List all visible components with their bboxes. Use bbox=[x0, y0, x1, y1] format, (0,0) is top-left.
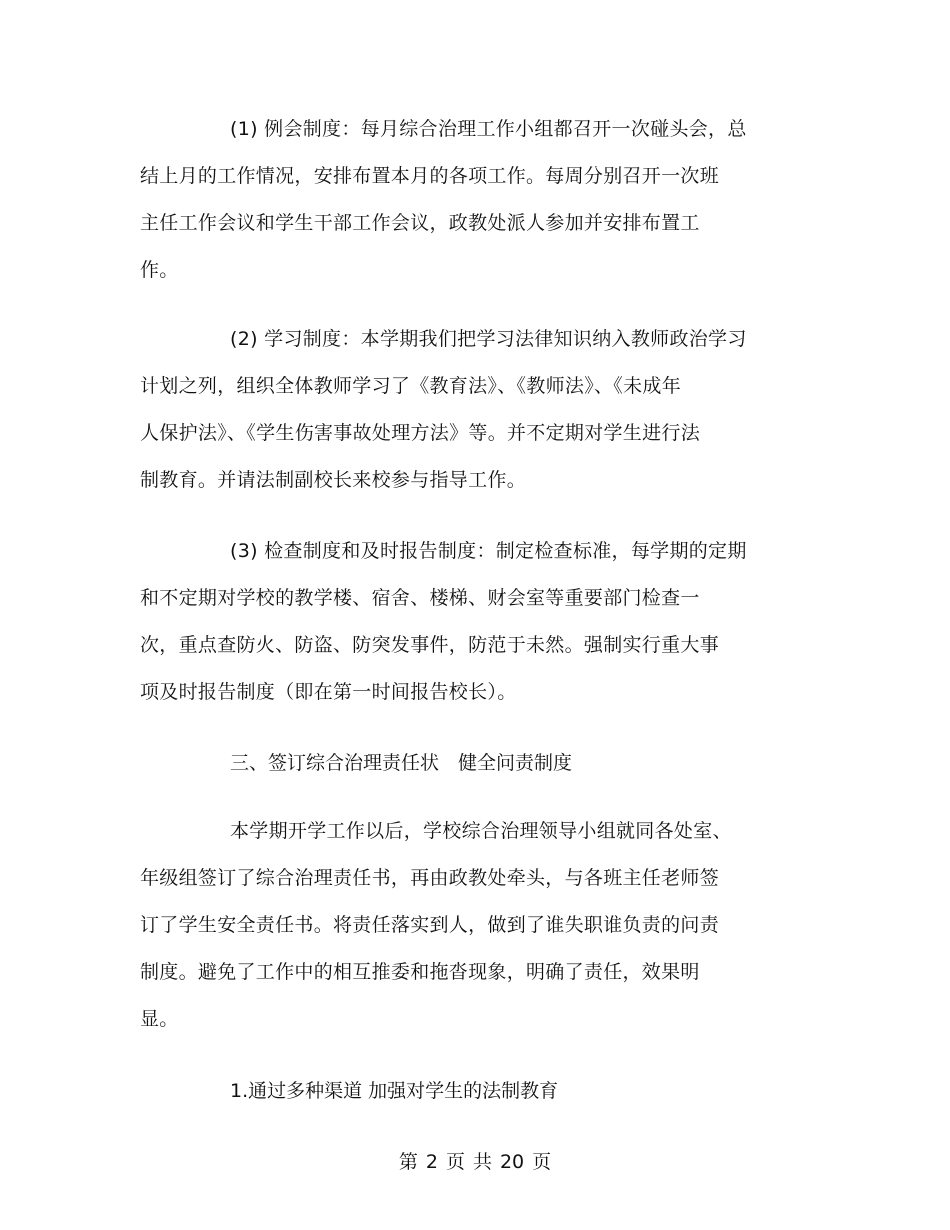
paragraph-line: 显。 bbox=[140, 1008, 179, 1030]
paragraph-line: 次，重点查防火、防盗、防突发事件，防范于未然。强制实行重大事 bbox=[140, 634, 720, 656]
paragraph-line: 结上月的工作情况，安排布置本月的各项工作。每周分别召开一次班 bbox=[140, 165, 720, 187]
paragraph-line: 制度。避免了工作中的相互推委和拖沓现象，明确了责任，效果明 bbox=[140, 961, 700, 983]
paragraph-line: 计划之列，组织全体教师学习了《教育法》、《教师法》、《未成年 bbox=[140, 375, 682, 397]
paragraph-line: 项及时报告制度（即在第一时间报告校长）。 bbox=[140, 681, 517, 703]
paragraph-line: 本学期开学工作以后，学校综合治理领导小组就同各处室、 bbox=[230, 820, 732, 842]
paragraph-line: 制教育。并请法制副校长来校参与指导工作。 bbox=[140, 469, 527, 491]
footer-total-pages: 20 bbox=[499, 1151, 525, 1173]
paragraph-responsibility bbox=[140, 808, 780, 1043]
paragraph-line: 年级组签订了综合治理责任书，再由政教处牵头，与各班主任老师签 bbox=[140, 867, 720, 889]
paragraph-study-system bbox=[140, 316, 780, 504]
paragraph-line: 订了学生安全责任书。将责任落实到人，做到了谁失职谁负责的问责 bbox=[140, 914, 720, 936]
footer-prefix: 第 bbox=[398, 1151, 418, 1173]
paragraph-meeting-system bbox=[140, 106, 780, 294]
paragraph-line: (1) 例会制度：每月综合治理工作小组都召开一次碰头会，总 bbox=[230, 118, 747, 140]
footer-total-word: 共 bbox=[472, 1151, 492, 1173]
paragraph-line: 和不定期对学校的教学楼、宿舍、楼梯、财会室等重要部门检查一 bbox=[140, 587, 700, 609]
paragraph-line: 作。 bbox=[140, 259, 179, 281]
paragraph-line: 主任工作会议和学生干部工作会议，政教处派人参加并安排布置工 bbox=[140, 212, 700, 234]
section-heading: 三、签订综合治理责任状 健全问责制度 bbox=[230, 752, 573, 774]
footer-page-word: 页 bbox=[445, 1151, 465, 1173]
page-number-footer bbox=[0, 1146, 950, 1178]
paragraph-line: 人保护法》、《学生伤害事故处理方法》等。并不定期对学生进行法 bbox=[140, 422, 701, 444]
footer-current-page: 2 bbox=[425, 1151, 438, 1173]
sub-heading: 1.通过多种渠道 加强对学生的法制教育 bbox=[230, 1080, 559, 1102]
paragraph-line: (3) 检查制度和及时报告制度：制定检查标准，每学期的定期 bbox=[230, 540, 747, 562]
paragraph-line: (2) 学习制度：本学期我们把学习法律知识纳入教师政治学习 bbox=[230, 328, 747, 350]
paragraph-inspection-system bbox=[140, 528, 780, 716]
footer-suffix: 页 bbox=[532, 1151, 552, 1173]
